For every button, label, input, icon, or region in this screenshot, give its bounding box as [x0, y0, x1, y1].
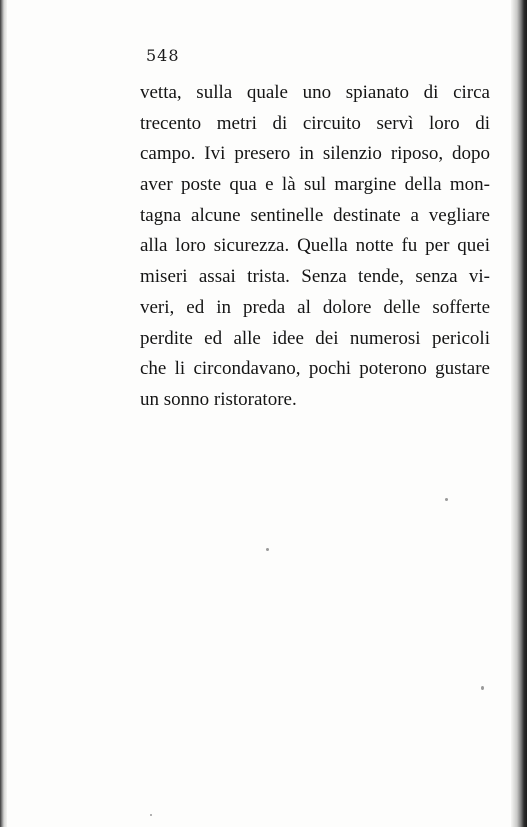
text-line: miseri assai trista. Senza tende, senza vi- [140, 266, 490, 288]
paper-speck [445, 498, 448, 501]
paper-speck [150, 814, 152, 816]
page-number: 548 [146, 46, 180, 65]
page-right-edge [511, 0, 527, 827]
paper-speck [481, 686, 484, 690]
body-text [140, 78, 490, 416]
text-line: trecento metri di circuito servì loro di [140, 112, 490, 134]
text-line: che li circondavano, pochi poterono gustare [140, 358, 490, 380]
text-line: alla loro sicurezza. Quella notte fu per quei [140, 235, 490, 257]
text-line: campo. Ivi presero in silenzio riposo, dopo [140, 143, 490, 165]
text-line: un sonno ristoratore. [140, 388, 297, 410]
text-line: veri, ed in preda al dolore delle sofferte [140, 296, 490, 318]
paper-speck [266, 548, 269, 551]
text-line: perdite ed alle idee dei numerosi pericoli [140, 327, 490, 349]
text-line: aver poste qua e là sul margine della mon- [140, 174, 490, 196]
text-line: vetta, sulla quale uno spianato di circa [140, 82, 490, 103]
text-line: tagna alcune sentinelle destinate a vegliare [140, 204, 490, 226]
page-left-edge [0, 0, 7, 827]
